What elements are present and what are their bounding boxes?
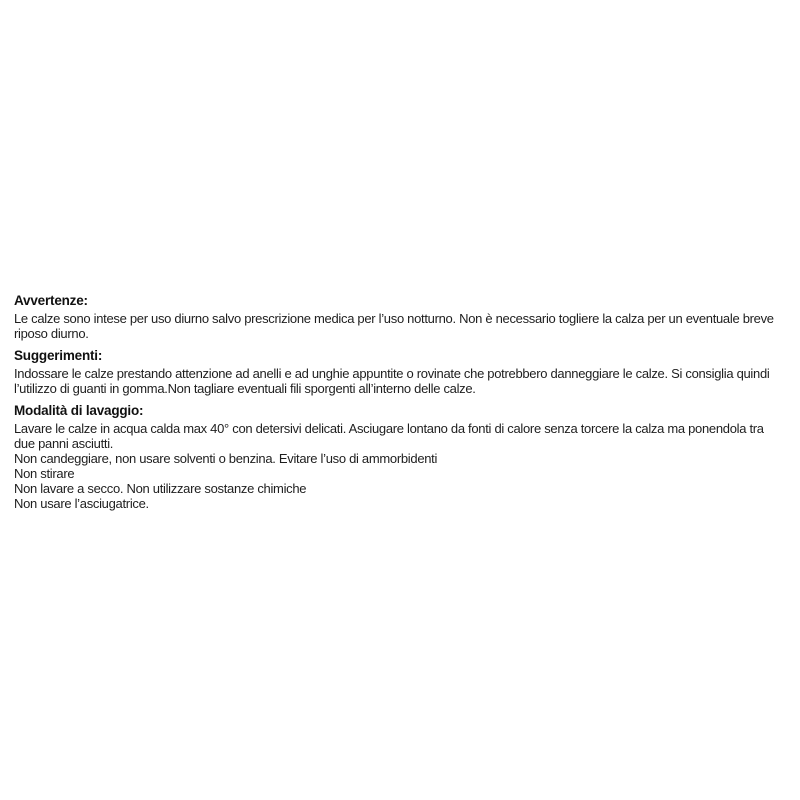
section-avvertenze	[14, 292, 790, 341]
section-heading-suggerimenti: Suggerimenti:	[14, 348, 103, 363]
section-suggerimenti	[14, 347, 790, 396]
body-line: Indossare le calze prestando attenzione ad anelli e ad unghie appuntite o rovinate che potrebbero danneggiare le calze. Si consiglia quindi	[14, 366, 770, 381]
body-line: Non candeggiare, non usare solventi o benzina. Evitare l’uso di ammorbidenti	[14, 451, 438, 466]
body-line: due panni asciutti.	[14, 436, 114, 451]
section-modalita-di-lavaggio	[14, 402, 790, 511]
section-heading-avvertenze: Avvertenze:	[14, 293, 88, 308]
body-line: Non stirare	[14, 466, 75, 481]
body-line: Lavare le calze in acqua calda max 40° con detersivi delicati. Asciugare lontano da fonti di calore senza torcere la calza ma ponendola tra	[14, 421, 764, 436]
body-line: riposo diurno.	[14, 326, 89, 341]
body-line: Non usare l’asciugatrice.	[14, 496, 149, 511]
body-line: Le calze sono intese per uso diurno salvo prescrizione medica per l’uso notturno. Non è necessario togliere la calza per un eventuale breve	[14, 311, 774, 326]
body-line: Non lavare a secco. Non utilizzare sostanze chimiche	[14, 481, 307, 496]
section-heading-modalita-di-lavaggio: Modalità di lavaggio:	[14, 403, 144, 418]
body-line: l’utilizzo di guanti in gomma.Non tagliare eventuali fili sporgenti all’interno delle calze.	[14, 381, 476, 396]
